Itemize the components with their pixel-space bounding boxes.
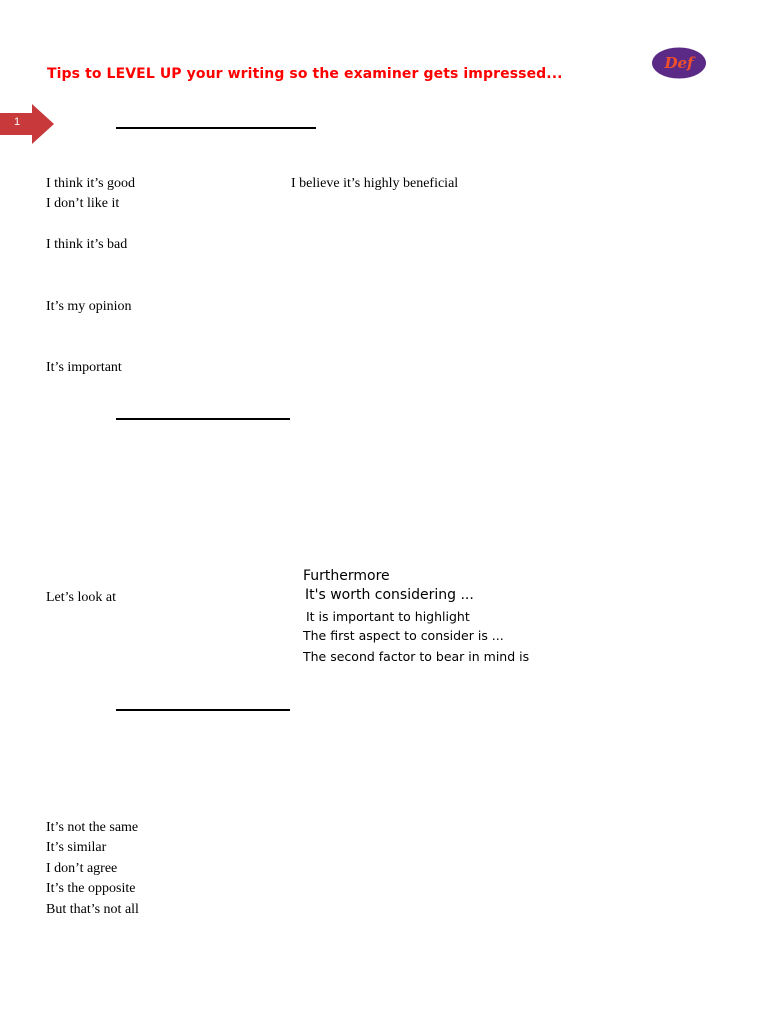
- connector-phrase-box: [302, 566, 536, 668]
- section-number: 1: [14, 116, 21, 128]
- phrase-basic: It’s similar: [46, 840, 107, 855]
- svg-text:Def: Def: [664, 54, 694, 72]
- phrase-advanced: Furthermore: [303, 568, 390, 584]
- phrase-advanced: It is important to highlight: [306, 609, 470, 624]
- phrase-advanced: The first aspect to consider is ...: [303, 628, 504, 643]
- phrase-basic: I don’t agree: [46, 861, 118, 876]
- phrase-basic: It’s important: [46, 360, 122, 375]
- phrase-basic: I don’t like it: [46, 196, 120, 211]
- section-heading-blank: [116, 127, 316, 129]
- phrase-basic: I think it’s bad: [46, 237, 128, 252]
- section-arrow-icon: [0, 104, 54, 144]
- section-heading-blank: [116, 418, 290, 420]
- page-title: Tips to LEVEL UP your writing so the examiner gets impressed...: [47, 66, 563, 82]
- phrase-advanced: It's worth considering ...: [305, 587, 474, 603]
- section-heading-blank: [116, 709, 290, 711]
- def-logo-icon: [651, 46, 707, 80]
- phrase-basic: Let’s look at: [46, 590, 116, 605]
- phrase-basic: I think it’s good: [46, 176, 136, 191]
- phrase-basic: It’s the opposite: [46, 881, 136, 896]
- phrase-advanced: I believe it’s highly beneficial: [291, 176, 459, 191]
- phrase-advanced: The second factor to bear in mind is: [303, 649, 530, 664]
- phrase-basic: But that’s not all: [46, 902, 139, 917]
- phrase-basic: It’s not the same: [46, 820, 139, 835]
- phrase-basic: It’s my opinion: [46, 299, 132, 314]
